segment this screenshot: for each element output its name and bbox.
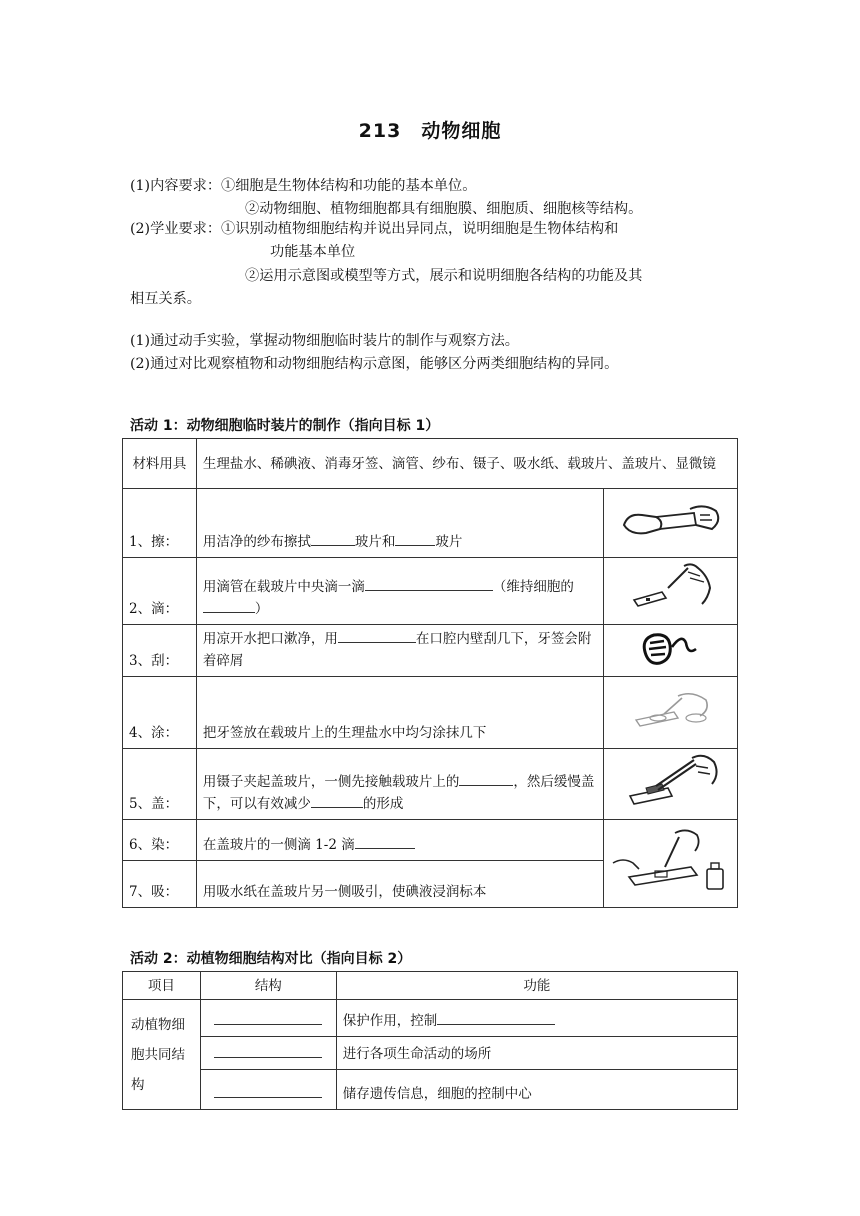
fill-blank[interactable] <box>203 598 255 613</box>
fill-blank[interactable] <box>437 1010 555 1025</box>
step-description: 用镊子夹起盖玻片，一侧先接触载玻片上的 ，然后缓慢盖下，可以有效减少 的形成 <box>196 749 603 820</box>
header-function: 功能 <box>336 972 737 1000</box>
header-item: 项目 <box>123 972 201 1000</box>
step-description: 用洁净的纱布擦拭 玻片和 玻片 <box>196 489 603 558</box>
activity2-table <box>122 971 738 1110</box>
dropping-illustration <box>604 558 738 625</box>
activity1-heading: 活动 1：动物细胞临时装片的制作（指向目标 1） <box>130 418 440 434</box>
dropper-on-slide-icon <box>616 560 726 616</box>
fill-blank[interactable] <box>395 531 435 546</box>
scraping-illustration <box>604 625 738 677</box>
lesson-number: 213 <box>358 120 402 142</box>
covering-illustration <box>604 749 738 820</box>
group-label: 动植物细胞共同结构 <box>123 1000 201 1110</box>
lesson-title: 动物细胞 <box>421 120 502 142</box>
fill-blank[interactable] <box>214 1010 322 1025</box>
fill-blank[interactable] <box>365 576 493 591</box>
step-description: 把牙签放在载玻片上的生理盐水中均匀涂抹几下 <box>196 677 603 749</box>
requirement-line-4: 功能基本单位 <box>270 244 356 260</box>
structure-answer-cell <box>200 1037 336 1070</box>
staining-illustration <box>604 820 738 908</box>
requirement-line-5: ②运用示意图或模型等方式，展示和说明细胞各结构的功能及其 <box>245 268 643 284</box>
goal-line-1: (1)通过动手实验，掌握动物细胞临时装片的制作与观察方法。 <box>130 333 519 349</box>
fill-blank[interactable] <box>338 628 416 643</box>
materials-text: 生理盐水、稀碘液、消毒牙签、滴管、纱布、镊子、吸水纸、载玻片、盖玻片、显微镜 <box>196 439 737 489</box>
step-description: 在盖玻片的一侧滴 1-2 滴 <box>196 820 603 861</box>
step-label: 4、涂： <box>123 677 197 749</box>
structure-answer-cell <box>200 1070 336 1110</box>
fill-blank[interactable] <box>355 834 415 849</box>
step-label: 3、刮： <box>123 625 197 677</box>
requirement-line-2: ②动物细胞、植物细胞都具有细胞膜、细胞质、细胞核等结构。 <box>245 201 643 217</box>
materials-label: 材料用具 <box>123 439 197 489</box>
tweezers-coverslip-icon <box>616 750 726 812</box>
hands-wiping-slide-icon <box>616 495 726 545</box>
requirement-line-6: 相互关系。 <box>130 291 201 307</box>
step-label: 7、吸： <box>123 861 197 908</box>
fill-blank[interactable] <box>214 1083 322 1098</box>
step-label: 1、擦： <box>123 489 197 558</box>
fill-blank[interactable] <box>214 1043 322 1058</box>
step-description: 用凉开水把口漱净，用 在口腔内壁刮几下，牙签会附着碎屑 <box>196 625 603 677</box>
requirement-line-1: (1)内容要求：①细胞是生物体结构和功能的基本单位。 <box>130 178 477 194</box>
fill-blank[interactable] <box>459 771 513 786</box>
fill-blank[interactable] <box>311 793 363 808</box>
fill-blank[interactable] <box>311 531 355 546</box>
activity1-table <box>122 438 738 908</box>
step-label: 5、盖： <box>123 749 197 820</box>
requirement-line-3: (2)学业要求：①识别动植物细胞结构并说出异同点，说明细胞是生物体结构和 <box>130 221 619 237</box>
step-label: 2、滴： <box>123 558 197 625</box>
function-cell: 进行各项生命活动的场所 <box>336 1037 737 1070</box>
staining-and-blotting-icon <box>609 823 733 897</box>
step-description: 用吸水纸在盖玻片另一侧吸引，使碘液浸润标本 <box>196 861 603 908</box>
scraping-cheek-icon <box>616 625 726 669</box>
header-structure: 结构 <box>200 972 336 1000</box>
smearing-illustration <box>604 677 738 749</box>
function-cell: 储存遗传信息，细胞的控制中心 <box>336 1070 737 1110</box>
goal-line-2: (2)通过对比观察植物和动物细胞结构示意图，能够区分两类细胞结构的异同。 <box>130 356 619 372</box>
step-description: 用滴管在载玻片中央滴一滴 （维持细胞的） <box>196 558 603 625</box>
function-cell: 保护作用，控制 <box>336 1000 737 1037</box>
structure-answer-cell <box>200 1000 336 1037</box>
smearing-slide-icon <box>616 684 726 734</box>
page-title <box>0 116 860 143</box>
activity2-heading: 活动 2：动植物细胞结构对比（指向目标 2） <box>130 951 412 967</box>
step-label: 6、染： <box>123 820 197 861</box>
wiping-illustration <box>604 489 738 558</box>
